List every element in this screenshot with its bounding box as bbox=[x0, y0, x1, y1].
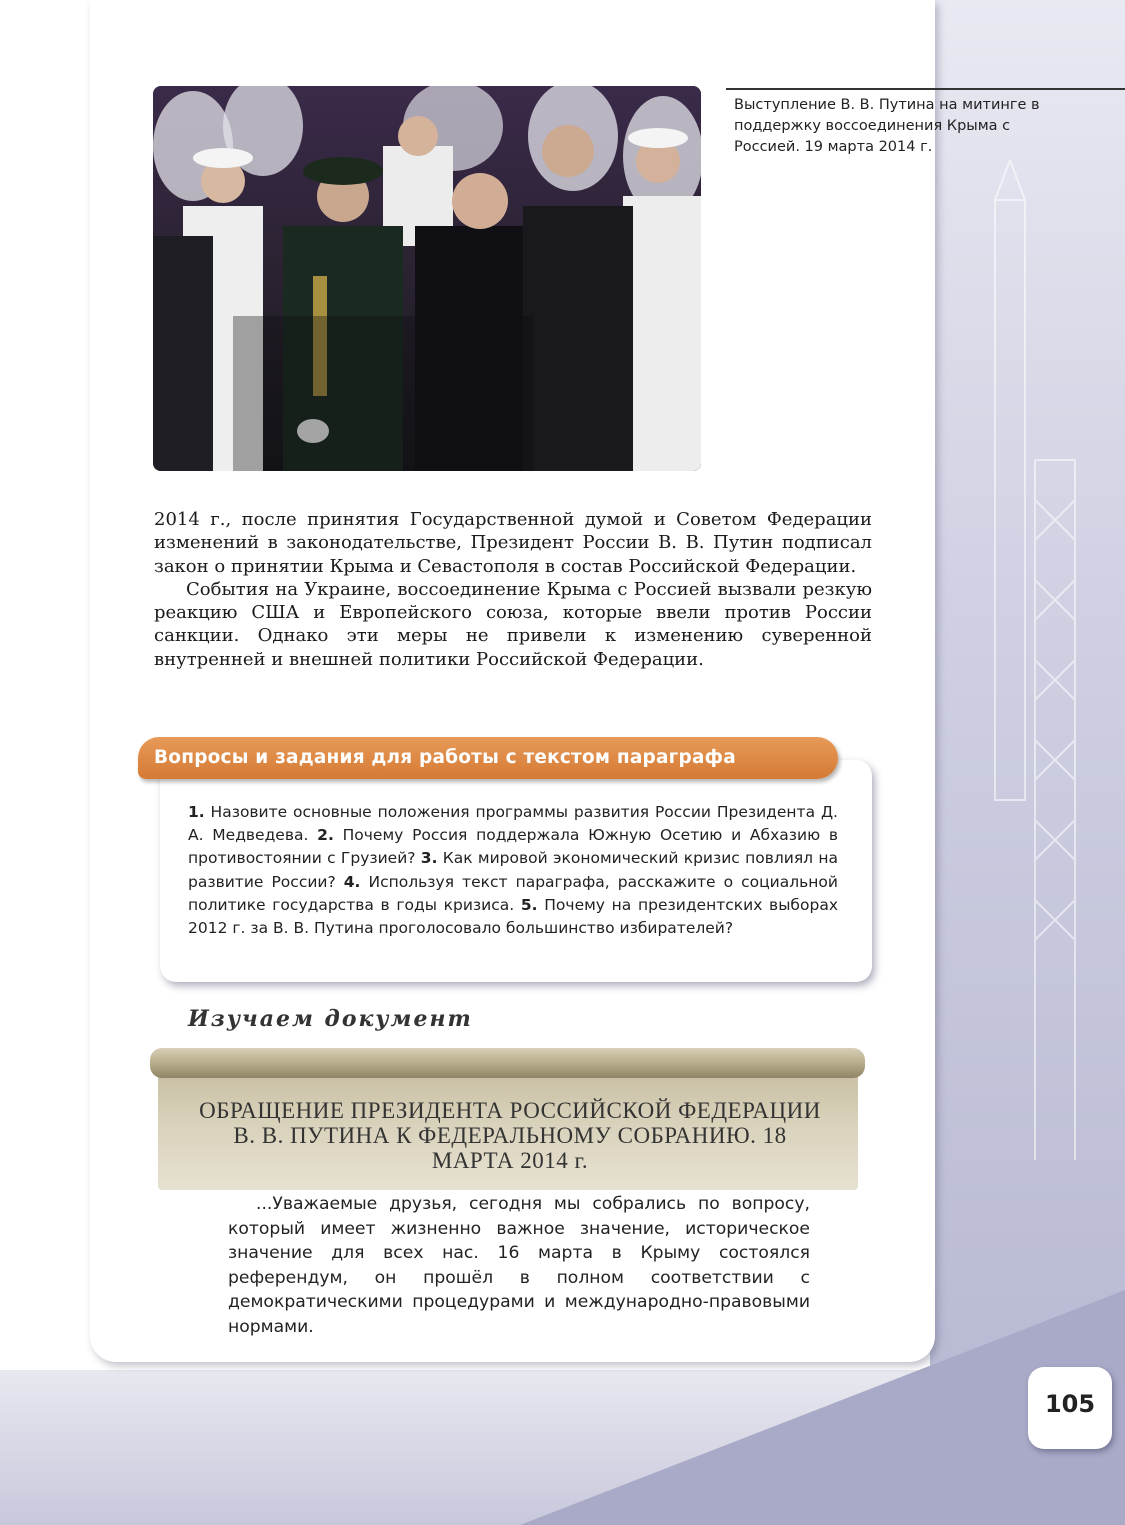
questions-header: Вопросы и задания для работы с текстом параграфа bbox=[138, 737, 838, 779]
document-title: ОБРАЩЕНИЕ ПРЕЗИДЕНТА РОССИЙСКОЙ ФЕДЕРАЦИИ В. В. ПУТИНА К ФЕДЕРАЛЬНОМУ СОБРАНИЮ. 18 МАРТА 2014 г. bbox=[199, 1098, 821, 1173]
document-text bbox=[228, 1192, 810, 1340]
question-number: 1. bbox=[188, 803, 205, 821]
body-paragraph-2: События на Украине, воссоединение Крыма с Россией вызвали резкую реакцию США и Европейского союза, которые ввели против России санкции. Однако эти меры не привели к изменению суверенной внутренней и внешней политики Российской Федерации. bbox=[154, 578, 872, 670]
body-paragraph-1: 2014 г., после принятия Государственной думой и Советом Федерации изменений в законодательстве, Президент России В. В. Путин подписал закон о принятии Крыма и Севастополя в состав Российской Федерации. bbox=[154, 509, 872, 577]
rocket-tower-illustration bbox=[965, 160, 1085, 1160]
question-number: 2. bbox=[317, 826, 334, 845]
question-number: 3. bbox=[420, 849, 438, 868]
questions-list bbox=[188, 801, 838, 940]
question-text: Как мировой экономический кризис повлиял на развитие России? bbox=[188, 849, 838, 891]
section-title: Изучаем документ bbox=[188, 1006, 473, 1032]
page-number: 105 bbox=[1044, 1390, 1096, 1418]
scroll-roll bbox=[150, 1048, 865, 1078]
caption-rule bbox=[726, 88, 1125, 90]
body-text bbox=[154, 508, 872, 671]
photo-rally bbox=[153, 86, 701, 471]
question-number: 5. bbox=[520, 895, 538, 914]
question-number: 4. bbox=[343, 872, 361, 891]
question-text: Почему Россия поддержала Южную Осетию и Абхазию в противостоянии с Грузией? bbox=[188, 826, 839, 868]
document-paragraph: ...Уважаемые друзья, сегодня мы собрались по вопросу, который имеет жизненно важное значение, историческое значение для всех нас. 16 марта в Крыму состоялся референдум, он прошёл в полном соответствии с демократическими процедурами и международно-правовыми нормами. bbox=[228, 1194, 810, 1337]
question-text: Назовите основные положения программы развития России Президента Д. А. Медведева. bbox=[188, 803, 838, 845]
question-text: Почему на президентских выборах 2012 г. за В. В. Путина проголосовало большинство избирателей? bbox=[188, 895, 838, 938]
question-text: Используя текст параграфа, расскажите о социальной политике государства в годы кризиса. bbox=[188, 872, 838, 914]
photo-caption: Выступление В. В. Путина на митинге в поддержку воссоединения Крыма с Россией. 19 марта 2014 г. bbox=[734, 97, 1040, 155]
photo-illustration bbox=[153, 86, 701, 471]
